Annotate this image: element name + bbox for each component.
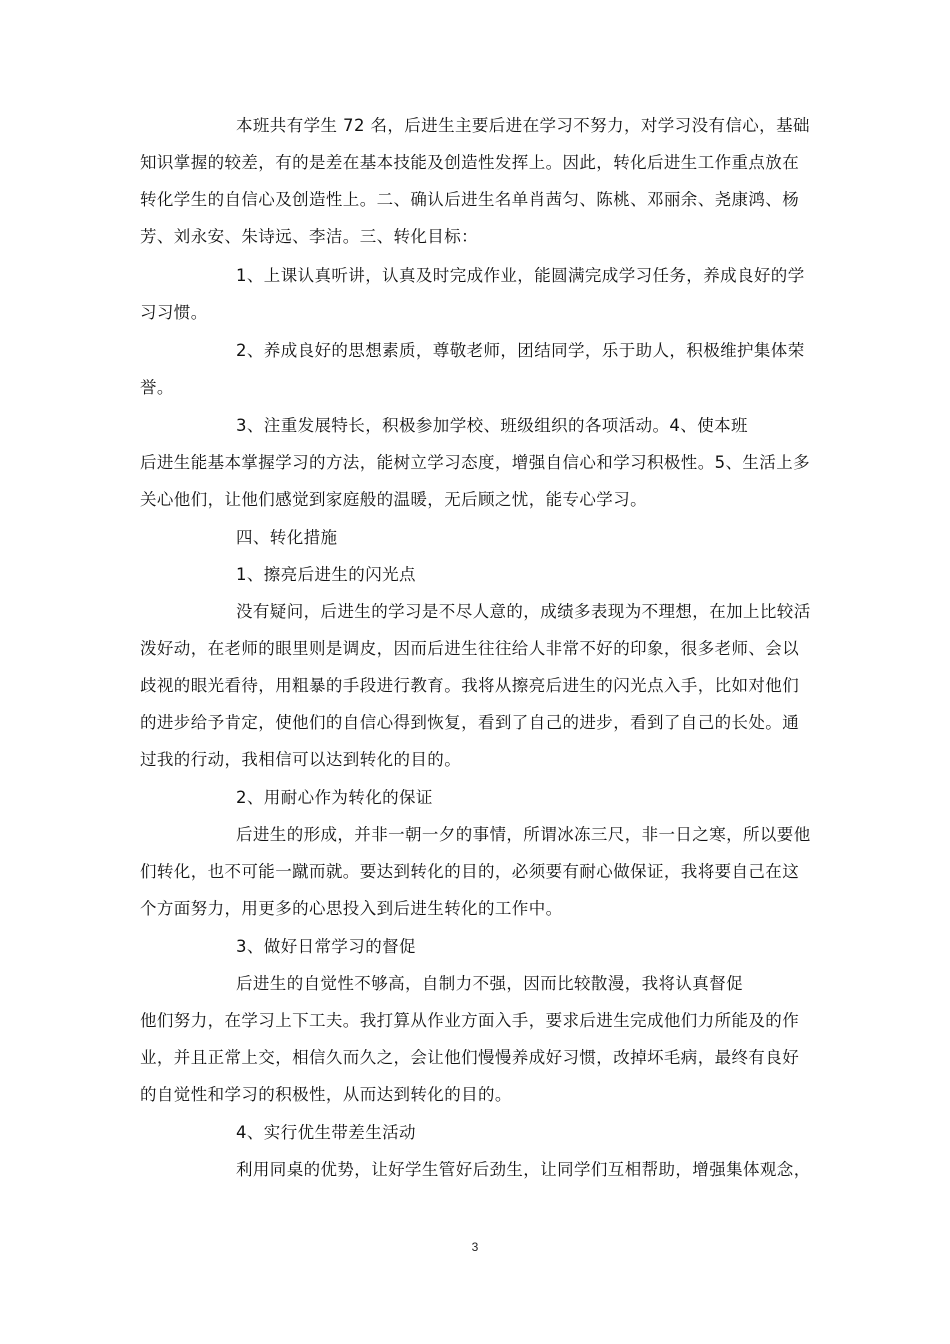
paragraph-line: 关心他们，让他们感觉到家庭般的温暖，无后顾之忧，能专心学习。 xyxy=(140,490,647,509)
paragraph-line: 们转化，也不可能一蹴而就。要达到转化的目的，必须要有耐心做保证，我将要自己在这 xyxy=(140,862,800,881)
paragraph-line: 歧视的眼光看待，用粗暴的手段进行教育。我将从擦亮后进生的闪光点入手，比如对他们 xyxy=(140,676,800,695)
list-item-line: 誉。 xyxy=(140,378,174,397)
section-heading: 四、转化措施 xyxy=(236,528,338,547)
page-number: 3 xyxy=(471,1240,479,1254)
list-item-line: 3、注重发展特长，积极参加学校、班级组织的各项活动。4、使本班 xyxy=(236,416,748,435)
paragraph-line: 泼好动，在老师的眼里则是调皮，因而后进生往往给人非常不好的印象，很多老师、会以 xyxy=(140,639,800,658)
paragraph-line: 芳、刘永安、朱诗远、李洁。三、转化目标： xyxy=(140,227,478,246)
paragraph-line: 后进生的自觉性不够高，自制力不强，因而比较散漫，我将认真督促 xyxy=(236,974,743,993)
subsection-heading: 1、擦亮后进生的闪光点 xyxy=(236,565,416,584)
subsection-heading: 2、用耐心作为转化的保证 xyxy=(236,788,433,807)
paragraph-line: 的自觉性和学习的积极性，从而达到转化的目的。 xyxy=(140,1085,512,1104)
paragraph-line: 业，并且正常上交，相信久而久之，会让他们慢慢养成好习惯，改掉坏毛病，最终有良好 xyxy=(140,1048,800,1067)
paragraph-line: 后进生的形成，并非一朝一夕的事情，所谓冰冻三尺，非一日之寒，所以要他 xyxy=(236,825,811,844)
list-item-line: 2、养成良好的思想素质，尊敬老师，团结同学，乐于助人，积极维护集体荣 xyxy=(236,341,805,360)
paragraph-line: 过我的行动，我相信可以达到转化的目的。 xyxy=(140,750,462,769)
paragraph-line: 的进步给予肯定，使他们的自信心得到恢复，看到了自己的进步，看到了自己的长处。通 xyxy=(140,713,800,732)
paragraph-line: 转化学生的自信心及创造性上。二、确认后进生名单肖茜匀、陈桃、邓丽余、尧康鸿、杨 xyxy=(140,190,800,209)
paragraph-line: 后进生能基本掌握学习的方法，能树立学习态度，增强自信心和学习积极性。5、生活上多 xyxy=(140,453,810,472)
paragraph-line: 利用同桌的优势，让好学生管好后劲生，让同学们互相帮助，增强集体观念， xyxy=(236,1160,811,1179)
subsection-heading: 3、做好日常学习的督促 xyxy=(236,937,416,956)
paragraph-line: 个方面努力，用更多的心思投入到后进生转化的工作中。 xyxy=(140,899,563,918)
paragraph-line: 他们努力，在学习上下工夫。我打算从作业方面入手，要求后进生完成他们力所能及的作 xyxy=(140,1011,800,1030)
list-item-line: 习习惯。 xyxy=(140,303,208,322)
list-item-line: 1、上课认真听讲，认真及时完成作业，能圆满完成学习任务，养成良好的学 xyxy=(236,266,805,285)
paragraph-line: 本班共有学生 72 名，后进生主要后进在学习不努力，对学习没有信心，基础 xyxy=(236,116,810,135)
subsection-heading: 4、实行优生带差生活动 xyxy=(236,1123,416,1142)
paragraph-line: 知识掌握的较差，有的是差在基本技能及创造性发挥上。因此，转化后进生工作重点放在 xyxy=(140,153,800,172)
paragraph-line: 没有疑问，后进生的学习是不尽人意的，成绩多表现为不理想，在加上比较活 xyxy=(236,602,811,621)
